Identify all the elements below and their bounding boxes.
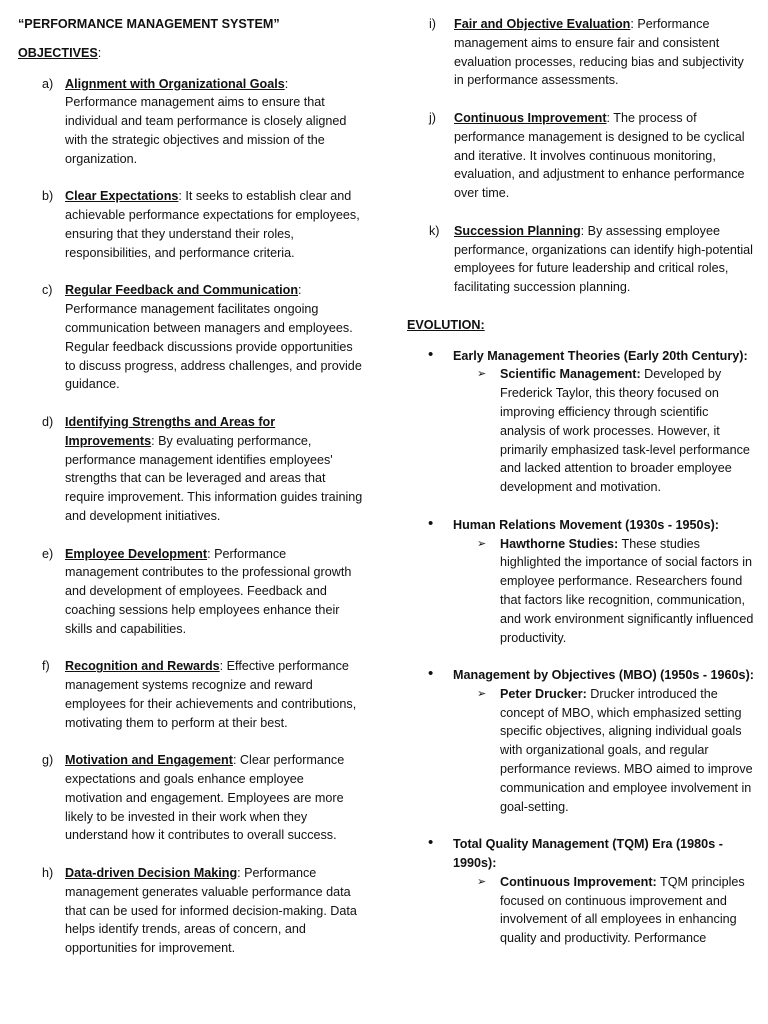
objective-item-a — [18, 75, 363, 169]
era-detail — [453, 535, 757, 648]
objective-title: Identifying Strengths and Areas for Improvements — [65, 414, 276, 448]
evolution-era-item — [407, 666, 757, 816]
era-detail — [453, 365, 757, 497]
objective-marker: a) — [42, 76, 54, 91]
objective-item-h — [18, 864, 363, 958]
objective-item-b — [18, 187, 363, 262]
objective-item-f — [18, 657, 363, 732]
objective-item-c — [18, 281, 363, 394]
objective-marker: c) — [42, 283, 53, 298]
bullet-icon: • — [428, 834, 434, 852]
era-detail-title: Continuous Improvement: — [500, 874, 657, 889]
era-detail-text: These studies highlighted the importance of social factors in employee performance. Researchers found that factors like recognition, communication, and work environment significantly influenced productivity. — [500, 536, 754, 645]
era-title: Total Quality Management (TQM) Era (1980s - 1990s): — [453, 837, 723, 871]
era-detail-title: Hawthorne Studies: — [500, 536, 619, 551]
objective-text: : Performance management aims to ensure that individual and team performance is closely aligned with the strategic objectives and mission of the organization. — [65, 76, 347, 166]
arrow-bullet-icon: ➢ — [477, 368, 487, 381]
objective-text: : It seeks to establish clear and achievable performance expectations for employees, ensuring that they understand their roles, responsibilities, and performance criteria. — [65, 189, 360, 260]
objective-text: : Performance management generates valuable performance data that can be used for informed decision-making. Data helps identify trends, areas of concern, and opportunities for improvement. — [65, 866, 357, 956]
objective-text: : Performance management facilitates ongoing communication between managers and employees. Regular feedback discussions provide opportunities to discuss progress, address challenges, and provide guidance. — [65, 283, 362, 392]
objective-marker: i) — [429, 17, 436, 31]
arrow-bullet-icon: ➢ — [477, 687, 487, 700]
right-column — [407, 15, 757, 967]
evolution-era-item — [407, 347, 757, 497]
objective-title: Alignment with Organizational Goals — [65, 76, 285, 91]
era-detail — [453, 685, 757, 817]
era-title: Management by Objectives (MBO) (1950s - 1960s): — [453, 668, 754, 683]
objective-title: Motivation and Engagement — [65, 753, 233, 768]
objective-marker: j) — [429, 110, 436, 125]
left-column — [18, 15, 363, 977]
objective-text: : Effective performance management systems recognize and reward employees for their achievements and contributions, motivating them to perform at their best. — [65, 659, 357, 730]
arrow-bullet-icon: ➢ — [477, 875, 487, 888]
objectives-heading — [18, 44, 363, 63]
objective-title: Continuous Improvement — [454, 110, 607, 125]
era-title: Human Relations Movement (1930s - 1950s): — [453, 517, 719, 532]
evolution-era-item — [407, 516, 757, 648]
objective-text: : Performance management contributes to the professional growth and development of employees. Feedback and coaching sessions help employees enhance their skills and capabilities. — [65, 546, 352, 636]
objective-title: Recognition and Rewards — [65, 659, 220, 674]
objective-title: Succession Planning — [454, 223, 581, 238]
objective-title: Regular Feedback and Communication — [65, 283, 299, 298]
bullet-icon: • — [428, 514, 434, 532]
evolution-era-item — [407, 835, 757, 948]
objectives-heading-label: OBJECTIVES — [18, 45, 98, 60]
objective-item-k — [407, 222, 757, 297]
objective-text: : By assessing employee performance, organizations can identify high-potential employees for future leadership and critical roles, facilitating succession planning. — [454, 223, 753, 295]
objective-marker: f) — [42, 659, 50, 674]
era-detail-text: Developed by Frederick Taylor, this theory focused on improving efficiency through scientific analysis of work processes. However, it primarily emphasized task-level performance and lacked attention to broader employee development and motivation. — [500, 367, 750, 495]
objective-text: : Clear performance expectations and goals enhance employee motivation and engagement. Employees are more likely to be invested in their work when they understand how it contributes to overall success. — [65, 753, 345, 843]
bullet-icon: • — [428, 665, 434, 683]
era-detail-text: TQM principles focused on continuous improvement and involvement of all employees in enhancing quality and productivity. Performance — [500, 874, 745, 946]
era-detail-text: Drucker introduced the concept of MBO, which emphasized setting specific objectives, aligning individual goals with organizational goals, and regular performance reviews. MBO aimed to improve communication and employee involvement in goal-setting. — [500, 686, 753, 814]
objective-marker: g) — [42, 753, 54, 768]
objective-item-i — [407, 15, 757, 90]
objective-marker: k) — [429, 223, 440, 238]
objective-text: : By evaluating performance, performance management identifies employees' strengths that can be leveraged and areas that require improvement. This information guides training and development initiatives. — [65, 433, 363, 523]
objective-item-j — [407, 109, 757, 203]
objective-title: Data-driven Decision Making — [65, 866, 238, 881]
arrow-bullet-icon: ➢ — [477, 537, 487, 550]
objective-item-d — [18, 413, 363, 526]
document-title: “PERFORMANCE MANAGEMENT SYSTEM” — [18, 17, 280, 31]
era-detail-title: Peter Drucker: — [500, 686, 587, 701]
objective-item-e — [18, 545, 363, 639]
objective-marker: d) — [42, 414, 54, 429]
objective-text: : Performance management aims to ensure fair and consistent evaluation processes, reducing bias and subjectivity in performance assessments. — [454, 17, 744, 88]
objective-marker: e) — [42, 546, 54, 561]
objective-marker: h) — [42, 866, 54, 881]
objective-title: Fair and Objective Evaluation — [454, 17, 631, 31]
evolution-heading: EVOLUTION: — [407, 317, 485, 332]
objective-title: Employee Development — [65, 546, 208, 561]
objective-title: Clear Expectations — [65, 189, 179, 204]
bullet-icon: • — [428, 345, 434, 363]
era-detail-title: Scientific Management: — [500, 367, 641, 382]
objective-marker: b) — [42, 189, 54, 204]
objectives-heading-colon: : — [97, 45, 102, 60]
objective-item-g — [18, 751, 363, 845]
objective-text: : The process of performance management is designed to be cyclical and iterative. It involves continuous monitoring, evaluation, and adjustment to enhance performance over time. — [454, 110, 745, 201]
era-detail — [453, 873, 757, 948]
era-title: Early Management Theories (Early 20th Century): — [453, 348, 748, 363]
